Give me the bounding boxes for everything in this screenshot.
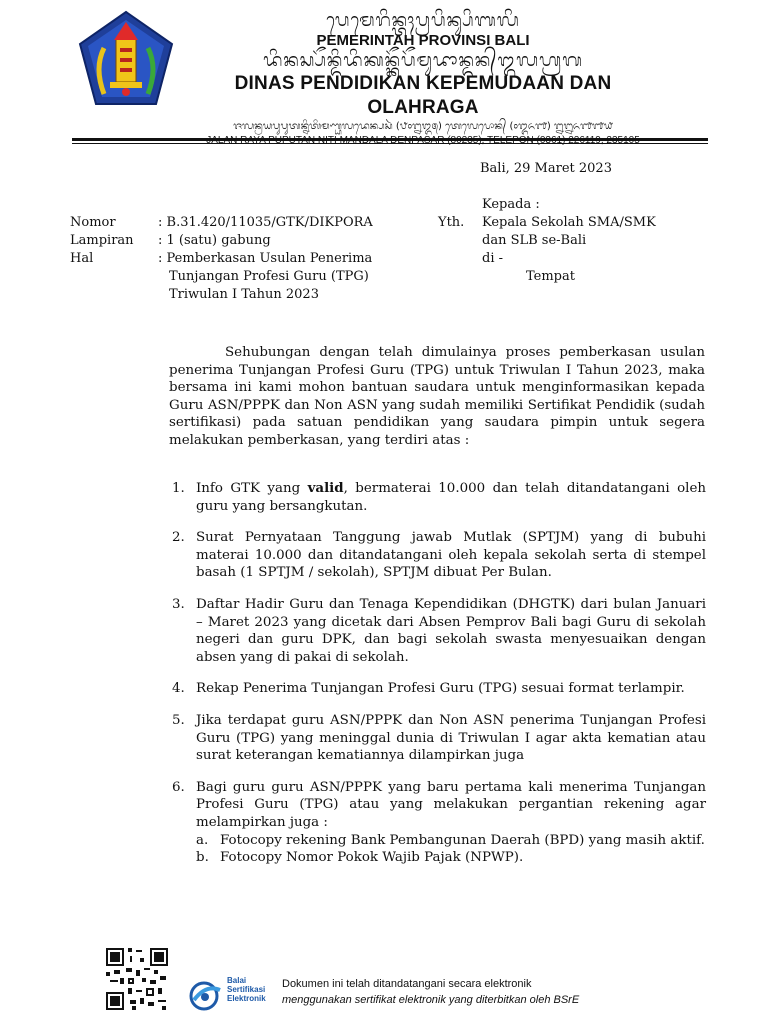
balinese-script-address: ᬚᬮᬦ᭄ᬭᬬᬧᬸᬧᬸᬢᬦ᭄ᬦᬶᬢᬶᬫᬡ᭄ᬟᬮᬤᬾᬦ᭄ᬧᬲᬃ (᭘᭐᭒᭓᭕) ᬢᬾᬮᬾᬧᭀᬦ᭄ (᭐᭓᭖᭑) ᭒᭒᭖᭑᭑᭙ bbox=[233, 121, 613, 132]
yth-label: Yth. bbox=[438, 215, 465, 230]
list-item-number: 3. bbox=[172, 596, 185, 612]
lampiran-label: Lampiran bbox=[70, 233, 134, 248]
list-item bbox=[172, 529, 706, 582]
list-item bbox=[172, 779, 706, 867]
list-item-text: Rekap Penerima Tunjangan Profesi Guru (TPG) sesuai format terlampir. bbox=[196, 681, 685, 697]
sub-list-item-text: Fotocopy rekening Bank Pembangunan Daerah (BPD) yang masih aktif. bbox=[220, 832, 705, 848]
nomor-value: : B.31.420/11035/GTK/DIKPORA bbox=[158, 215, 373, 230]
list-item-text-pre: Info GTK yang bbox=[196, 481, 308, 496]
recipient-place: Tempat bbox=[526, 269, 575, 284]
sub-list-item bbox=[196, 849, 706, 867]
recipient-line-1: Kepala Sekolah SMA/SMK bbox=[482, 215, 656, 230]
letterhead bbox=[178, 10, 668, 148]
list-item-text: Surat Pernyataan Tanggung jawab Mutlak (SPTJM) yang di bubuhi materai 10.000 dan ditandatangani oleh kepala sekolah serta di stempel basah (1 SPTJM / sekolah), SPTJM dibuat Per Bulan. bbox=[196, 530, 706, 581]
list-item-number: 4. bbox=[172, 681, 185, 697]
esign-line-1: Dokumen ini telah ditandatangani secara elektronik bbox=[282, 978, 532, 990]
bsre-logo-text bbox=[227, 976, 266, 1003]
list-item bbox=[172, 680, 706, 698]
list-item-number: 1. bbox=[172, 481, 185, 496]
list-item-text-post: , bermaterai 10.000 dan telah ditandatangani oleh guru yang bersangkutan. bbox=[196, 481, 706, 514]
letterhead-rule-thick bbox=[72, 138, 708, 141]
hal-value-3: Triwulan I Tahun 2023 bbox=[169, 287, 319, 302]
balinese-script-agency: ᬤᬶᬦᬲ᭄ᬧᭂᬦ᭄ᬤᬶᬤᬶᬓᬦ᭄ᬓᭂᬧᭂᬫᬸᬤᬵᬦ᭄ᬤᬦ᭄ᬑᬮᬳ᭄ᬭᬕ bbox=[263, 50, 583, 71]
list-item-text: Bagi guru guru ASN/PPPK yang baru pertama kali menerima Tunjangan Profesi Guru (TPG) atau yang melakukan pergantian rekening agar melampirkan juga : bbox=[196, 779, 706, 830]
agency-name: DINAS PENDIDIKAN KEPEMUDAAN DAN OLAHRAGA bbox=[234, 73, 612, 118]
government-name: PEMERINTAH PROVINSI BALI bbox=[316, 32, 530, 49]
intro-text: Sehubungan dengan telah dimulainya proses pemberkasan usulan penerima Tunjangan Profesi Guru (TPG) untuk Triwulan I Tahun 2023, maka bersama ini kami mohon bantuan saudara untuk menginformasikan kepada Guru ASN/PPPK dan Non ASN yang sudah memiliki Sertifikat Pendidik (sudah sertifikasi) pada satuan pendidikan yang saudara pimpin untuk segera melakukan pemberkasan, yang terdiri atas : bbox=[169, 345, 705, 448]
list-item-text: Jika terdapat guru ASN/PPPK dan Non ASN penerima Tunjangan Profesi Guru (TPG) yang meninggal dunia di Triwulan I agar akta kematian atau surat keterangan kematiannya dilampirkan juga bbox=[196, 712, 706, 764]
list-item bbox=[172, 712, 706, 765]
sub-list-item-letter: b. bbox=[196, 850, 209, 866]
bsre-line-2: Sertifikasi bbox=[227, 985, 266, 994]
hal-value-2: Tunjangan Profesi Guru (TPG) bbox=[169, 269, 369, 284]
list-item bbox=[172, 596, 706, 666]
lampiran-value: : 1 (satu) gabung bbox=[158, 233, 271, 248]
list-item-number: 2. bbox=[172, 530, 185, 546]
recipient-di: di - bbox=[482, 251, 504, 266]
list-item-number: 6. bbox=[172, 779, 185, 795]
electronic-signature-note bbox=[282, 976, 579, 1008]
balinese-script-government: ᬧᬾᬫᬾᬭᬶᬦ᭄ᬢᬄᬧ᭄ᬭᬧᬶᬦ᭄ᬲᬶᬩᬮᬶ bbox=[326, 10, 520, 31]
hal-label: Hal bbox=[70, 251, 94, 266]
list-item-text-bold: valid bbox=[307, 480, 344, 496]
esign-line-2: menggunakan sertifikat elektronik yang diterbitkan oleh BSrE bbox=[282, 994, 580, 1006]
recipient-line-2: dan SLB se-Bali bbox=[482, 233, 587, 248]
agency-address bbox=[178, 134, 668, 148]
nomor-label: Nomor bbox=[70, 215, 116, 230]
sub-list-item-letter: a. bbox=[196, 832, 209, 848]
place-date: Bali, 29 Maret 2023 bbox=[480, 161, 612, 176]
list-item bbox=[172, 480, 706, 515]
kepada-label: Kepada : bbox=[482, 197, 540, 212]
letterhead-rule-thin bbox=[72, 143, 708, 144]
bsre-line-3: Elektronik bbox=[227, 994, 266, 1003]
bsre-logo-icon bbox=[188, 980, 224, 1012]
intro-paragraph bbox=[169, 344, 705, 450]
requirements-list bbox=[172, 480, 706, 867]
sub-list-item bbox=[196, 832, 706, 850]
bsre-line-1: Balai bbox=[227, 976, 247, 985]
list-item-text: Daftar Hadir Guru dan Tenaga Kependidikan (DHGTK) dari bulan Januari – Maret 2023 yang dicetak dari Absen Pemprov Bali bagi Guru di sekolah negeri dan guru DPK, dan bagi sekolah swasta menyesuaikan dengan absen yang di pakai di sekolah. bbox=[196, 596, 706, 665]
list-item-number: 5. bbox=[172, 712, 185, 728]
sub-list-item-text: Fotocopy Nomor Pokok Wajib Pajak (NPWP). bbox=[220, 850, 524, 866]
qr-code-icon bbox=[104, 946, 170, 1012]
bali-province-emblem bbox=[74, 8, 178, 112]
hal-value-1: : Pemberkasan Usulan Penerima bbox=[158, 251, 373, 266]
